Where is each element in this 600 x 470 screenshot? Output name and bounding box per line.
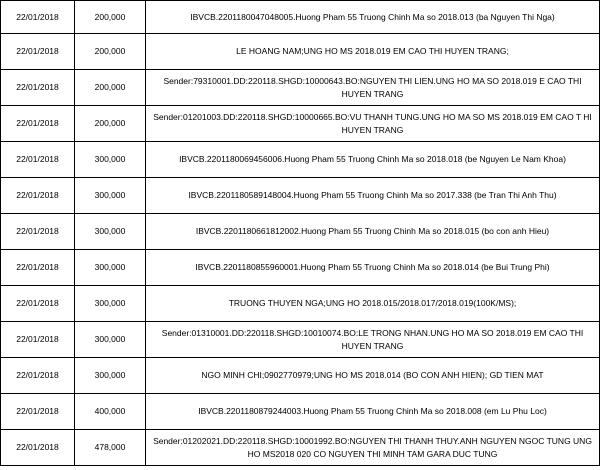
description-cell: TRUONG THUYEN NGA;UNG HO 2018.015/2018.017/2018.019(100K/MS); [146, 286, 600, 322]
date-cell: 22/01/2018 [1, 70, 75, 106]
date-cell: 22/01/2018 [1, 286, 75, 322]
table-row [1, 394, 600, 430]
description-cell: IBVCB.2201180047048005.Huong Pham 55 Truong Chinh Ma so 2018.013 (ba Nguyen Thi Nga) [146, 1, 600, 34]
description-cell: IBVCB.2201180879244003.Huong Pham 55 Truong Chinh Ma so 2018.008 (em Lu Phu Loc) [146, 394, 600, 430]
table-row [1, 358, 600, 394]
date-cell: 22/01/2018 [1, 394, 75, 430]
amount-cell: 300,000 [75, 250, 146, 286]
date-cell: 22/01/2018 [1, 142, 75, 178]
amount-cell: 300,000 [75, 286, 146, 322]
description-cell: Sender:01201003.DD:220118.SHGD:10000665.BO:VU THANH TUNG.UNG HO MA SO MS 2018.019 EM CAO T HI HUYEN TRANG [146, 106, 600, 142]
table-row [1, 286, 600, 322]
table-row [1, 214, 600, 250]
date-cell: 22/01/2018 [1, 106, 75, 142]
date-cell: 22/01/2018 [1, 214, 75, 250]
amount-cell: 400,000 [75, 394, 146, 430]
table-row [1, 322, 600, 358]
description-cell: IBVCB.2201180589148004.Huong Pham 55 Truong Chinh Ma so 2017.338 (be Tran Thi Anh Thu) [146, 178, 600, 214]
table-row [1, 430, 600, 466]
description-cell: IBVCB.2201180855960001.Huong Pham 55 Truong Chinh Ma so 2018.014 (be Bui Trung Phi) [146, 250, 600, 286]
table-row [1, 34, 600, 70]
date-cell: 22/01/2018 [1, 178, 75, 214]
table-row [1, 106, 600, 142]
amount-cell: 200,000 [75, 1, 146, 34]
description-cell: Sender:01310001.DD:220118.SHGD:10010074.BO:LE TRONG NHAN.UNG HO MA SO 2018.019 EM CAO THI HUYEN TRANG [146, 322, 600, 358]
amount-cell: 300,000 [75, 142, 146, 178]
amount-cell: 300,000 [75, 358, 146, 394]
description-cell: IBVCB.2201180661812002.Huong Pham 55 Truong Chinh Ma so 2018.015 (bo con anh Hieu) [146, 214, 600, 250]
table-row [1, 1, 600, 34]
description-cell: LE HOANG NAM;UNG HO MS 2018.019 EM CAO THI HUYEN TRANG; [146, 34, 600, 70]
description-cell: IBVCB.2201180069456006.Huong Pham 55 Truong Chinh Ma so 2018.018 (be Nguyen Le Nam Khoa) [146, 142, 600, 178]
transactions-table-body [1, 1, 600, 466]
amount-cell: 200,000 [75, 34, 146, 70]
amount-cell: 200,000 [75, 106, 146, 142]
amount-cell: 200,000 [75, 70, 146, 106]
date-cell: 22/01/2018 [1, 322, 75, 358]
description-cell: NGO MINH CHI;0902770979;UNG HO MS 2018.014 (BO CON ANH HIEN); GD TIEN MAT [146, 358, 600, 394]
description-cell: Sender:01202021.DD:220118.SHGD:10001992.BO:NGUYEN THI THANH THUY.ANH NGUYEN NGOC TUNG UNG HO MS2018 020 CO NGUYEN THI MINH TAM GARA DUC TUNG [146, 430, 600, 466]
date-cell: 22/01/2018 [1, 358, 75, 394]
table-row [1, 142, 600, 178]
amount-cell: 300,000 [75, 322, 146, 358]
amount-cell: 478,000 [75, 430, 146, 466]
date-cell: 22/01/2018 [1, 1, 75, 34]
date-cell: 22/01/2018 [1, 430, 75, 466]
table-row [1, 178, 600, 214]
date-cell: 22/01/2018 [1, 250, 75, 286]
table-row [1, 70, 600, 106]
amount-cell: 300,000 [75, 214, 146, 250]
table-row [1, 250, 600, 286]
amount-cell: 300,000 [75, 178, 146, 214]
description-cell: Sender:79310001.DD:220118.SHGD:10000643.BO:NGUYEN THI LIEN.UNG HO MA SO 2018.019 E CAO THI HUYEN TRANG [146, 70, 600, 106]
date-cell: 22/01/2018 [1, 34, 75, 70]
